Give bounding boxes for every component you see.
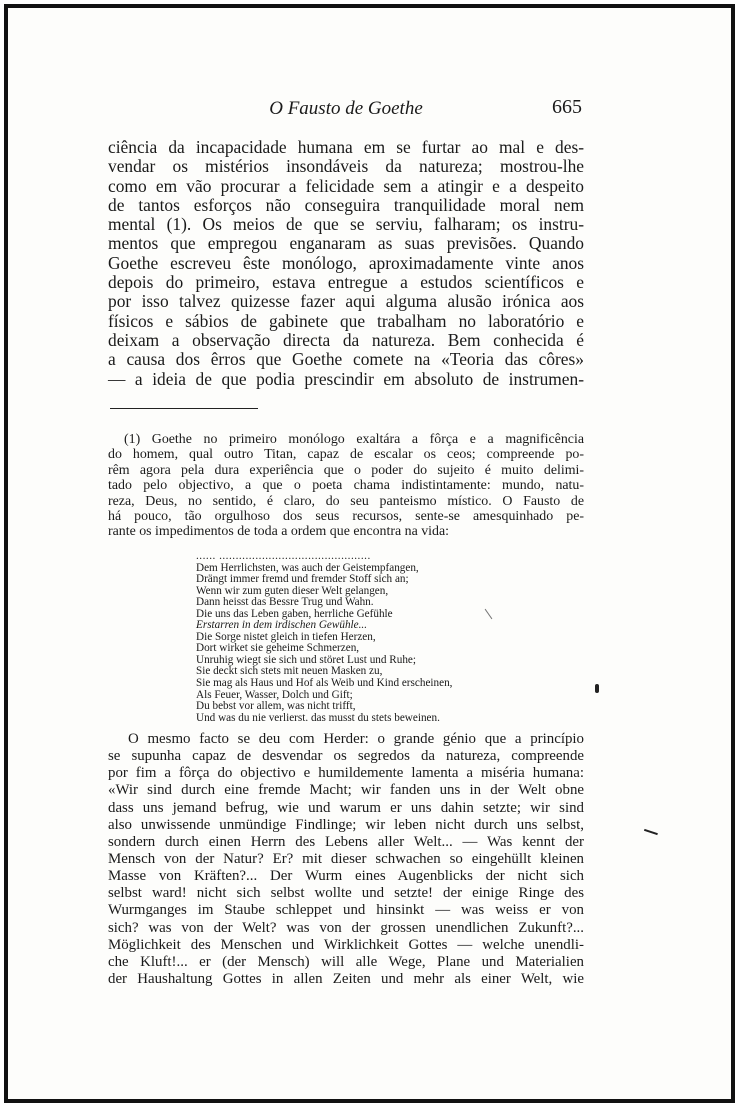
- page-frame: [4, 4, 735, 1103]
- body-line: depois do primeiro, estava entregue a estudos scientíficos e: [108, 272, 584, 293]
- para-line: se supunha capaz de desvendar os segredos da natureza, compreende: [108, 748, 584, 765]
- para-line: por fim a fôrça do objectivo e humildemente lamenta a miséria humana:: [108, 765, 584, 782]
- para-line: sich? was von der Welt? was von der grossen unendlichen Zukunft?...: [108, 919, 584, 936]
- footnote: [108, 432, 584, 540]
- body-line: Goethe escreveu êste monólogo, aproximadamente vinte anos: [108, 252, 584, 273]
- body-line: como em vão procurar a felicidade sem a atingir e a despeito: [108, 175, 584, 196]
- para-line: Mensch von der Natur? Er? mit dieser schwachen so eingehüllt kleinen: [108, 850, 584, 867]
- poem-line: Als Feuer, Wasser, Dolch und Gift;: [196, 688, 353, 701]
- margin-mark: [644, 829, 658, 835]
- para-line: der Haushaltung Gottes in allen Zeiten und mehr als einer Welt, wie: [108, 970, 584, 987]
- footnote-line: rêm agora pela dura experiência que o poder do sujeito é muito delimi-: [108, 462, 584, 478]
- main-paragraph: [108, 138, 584, 389]
- body-line: deixam a observação directa da natureza. Bem conhecida é: [108, 329, 584, 350]
- footnote-line: há pouco, tão orgulhoso dos seus recursos, sente-se amesquinhado pe-: [108, 508, 584, 524]
- para-line: che Kluft!... er (der Mensch) will alle Wege, Plane und Materialien: [108, 953, 584, 970]
- para-line: Möglichkeit des Menschen und Wirklichkeit Gottes — welche unendli-: [108, 936, 584, 953]
- poem-line: Die uns das Leben gaben, herrliche Gefühle: [196, 607, 393, 620]
- para-line: sondern durch einen Herrn des Lebens aller Welt... — Was kennt der: [108, 833, 584, 850]
- para-line: dass uns jemand befrug, wie und warum er uns dahin setzte; wir sind: [108, 799, 584, 816]
- poem-line: Dem Herrlichsten, was auch der Geistempfangen,: [196, 561, 419, 574]
- poem-line: Unruhig wiegt sie sich und störet Lust und Ruhe;: [196, 653, 416, 666]
- body-line: ciência da incapacidade humana em se furtar ao mal e des-: [108, 137, 584, 157]
- body-line: físicos e sábios de gabinete que trabalham no laboratório e: [108, 310, 584, 331]
- page-header: [108, 96, 584, 126]
- poem-line: Dort wirket sie geheime Schmerzen,: [196, 642, 360, 655]
- para-line: selbst ward! nicht sich selbst wollte und setzte! der einige Ringe des: [108, 885, 584, 902]
- poem-line: Wenn wir zum guten dieser Welt gelangen,: [196, 584, 389, 597]
- poem-line: Du bebst vor allem, was nicht trifft,: [196, 700, 356, 713]
- footnote-line: reza, Deus, no sentido, é claro, do seu panteismo místico. O Fausto de: [108, 493, 584, 509]
- poem-quote: [196, 551, 496, 724]
- footnote-line: (1) Goethe no primeiro monólogo exaltára a fôrça e a magnificência: [124, 432, 584, 447]
- poem-italic-text: Erstarren in dem irdischen Gewühle...: [196, 619, 368, 632]
- footnote-line: rante os impedimentos de toda a ordem que encontra na vida:: [108, 524, 449, 540]
- para-line: «Wir sind durch eine fremde Macht; wir fanden uns in der Welt obne: [108, 782, 584, 799]
- poem-line: Und was du nie verlierst. das musst du stets beweinen.: [196, 711, 440, 724]
- footnote-line: tado pelo objectivo, a que o poeta chama indistintamente: mundo, natu-: [108, 478, 584, 494]
- body-line: a causa dos êrros que Goethe comete na «Teoria das côres»: [108, 349, 584, 370]
- para-line: also unwissende unmündige Findlinge; wir leben nicht durch uns selbst,: [108, 816, 584, 833]
- body-line: — a ideia de que podia prescindir em absoluto de instrumen-: [108, 368, 584, 389]
- body-line: de tantos esforços não conseguira tranquilidade moral nem: [108, 194, 584, 215]
- poem-line: Dann heisst das Bessre Trug und Wahn.: [196, 596, 374, 609]
- herder-paragraph: [108, 731, 584, 988]
- para-line: O mesmo facto se deu com Herder: o grande génio que a princípio: [128, 731, 584, 747]
- body-line: vendar os mistérios insondáveis da natureza; mostrou-lhe: [108, 156, 584, 177]
- page-number: 665: [552, 96, 582, 118]
- body-line: por isso talvez quizesse fazer aqui alguma alusão irónica aos: [108, 291, 584, 312]
- poem-line: Sie mag als Haus und Hof als Weib und Kind erscheinen,: [196, 677, 453, 690]
- para-line: Masse von Kräften?... Der Wurm eines Augenblicks der nicht sich: [108, 868, 584, 885]
- para-line: Wurmganges im Staube schleppet und hinsinkt — was weiss er von: [108, 902, 584, 919]
- poem-line: Die Sorge nistet gleich in tiefen Herzen,: [196, 630, 376, 643]
- poem-ellipsis: ...... ..............................................: [196, 550, 371, 562]
- margin-mark: [595, 684, 599, 693]
- poem-line: Sie deckt sich stets mit neuen Masken zu,: [196, 665, 383, 678]
- body-line: mentos que empregou enganaram as suas previsões. Quando: [108, 233, 584, 254]
- poem-line: Drängt immer fremd und fremder Stoff sich an;: [196, 573, 409, 586]
- footnote-rule: [110, 408, 258, 409]
- running-title: O Fausto de Goethe: [269, 98, 423, 119]
- body-line: mental (1). Os meios de que se serviu, falharam; os instru-: [108, 214, 584, 235]
- footnote-line: do homem, qual outro Titan, capaz de escalar os ceos; compreende po-: [108, 447, 584, 463]
